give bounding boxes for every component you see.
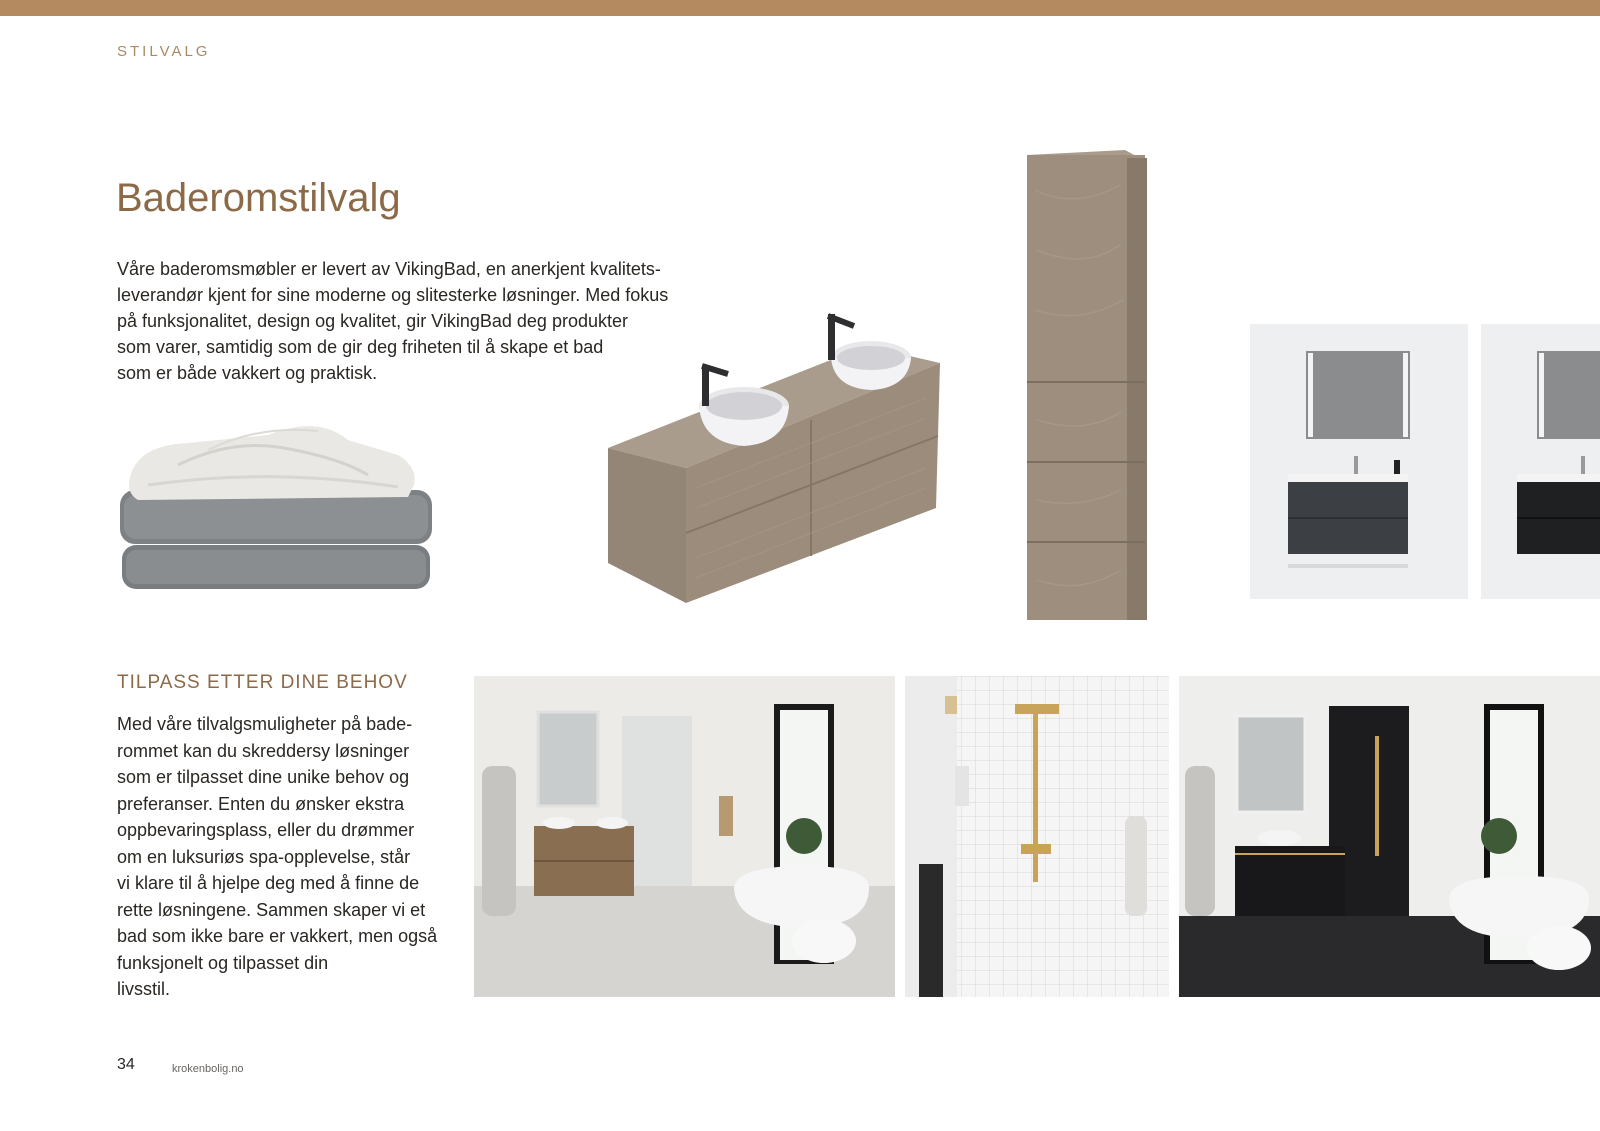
- tall-cabinet-image: [1025, 150, 1155, 625]
- body-line: rommet kan du skreddersy løsninger: [117, 740, 410, 761]
- body-line: funksjonelt og tilpasset din: [117, 952, 329, 973]
- bathroom-photo-brass-shower: [905, 676, 1169, 997]
- body-line: oppbevaringsplass, eller du drømmer: [117, 820, 415, 840]
- body-line: vi klare til å hjelpe deg med å finne de: [117, 873, 420, 893]
- intro-line: Våre baderomsmøbler er levert av VikingBad, en anerkjent kvalitets-: [117, 259, 661, 279]
- page-title: Baderomstilvalg: [116, 176, 401, 220]
- bathroom-photo-black: [1179, 676, 1600, 997]
- oak-vanity-image: [606, 308, 946, 608]
- body-paragraph: [117, 711, 457, 1003]
- bathroom-photo-oak: [474, 676, 895, 997]
- towels-image: [118, 405, 443, 600]
- intro-line: på funksjonalitet, design og kvalitet, gir VikingBad deg produkter: [117, 311, 628, 331]
- body-line: bad som ikke bare er vakkert, men også: [117, 926, 438, 946]
- intro-line: som er både vakkert og praktisk.: [117, 363, 378, 383]
- body-line: preferanser. Enten du ønsker ekstra: [117, 793, 405, 814]
- section-subheading: TILPASS ETTER DINE BEHOV: [117, 672, 408, 693]
- body-line: rette løsningene. Sammen skaper vi et: [117, 899, 426, 920]
- top-accent-bar: [0, 0, 1600, 16]
- website-link[interactable]: krokenbolig.no: [172, 1063, 244, 1075]
- body-line: livsstil.: [117, 979, 170, 999]
- section-label: STILVALG: [117, 43, 211, 60]
- intro-line: som varer, samtidig som de gir deg friheten til å skape et bad: [117, 337, 604, 357]
- body-line: om en luksuriøs spa-opplevelse, står: [117, 846, 411, 867]
- mirror-vanity-black-image: [1481, 324, 1600, 599]
- body-line: som er tilpasset dine unike behov og: [117, 767, 410, 787]
- body-line: Med våre tilvalgsmuligheter på bade-: [117, 714, 413, 734]
- page-number: 34: [117, 1056, 135, 1073]
- intro-line: leverandør kjent for sine moderne og slitesterke løsninger. Med fokus: [117, 285, 669, 305]
- mirror-vanity-grey-image: [1250, 324, 1468, 599]
